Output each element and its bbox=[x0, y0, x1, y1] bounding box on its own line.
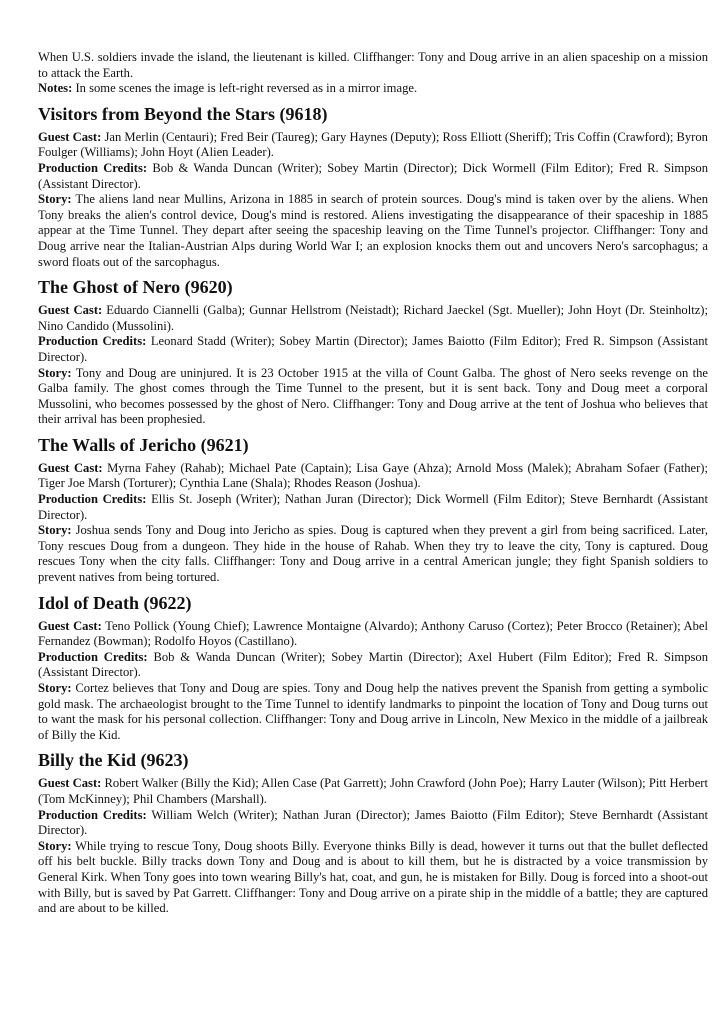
guest-cast: Guest Cast: Jan Merlin (Centauri); Fred Beir (Taureg); Gary Haynes (Deputy); Ross Elliott (Sheriff); Tris Coffin (Crawford); Byron Foulger (Williams); John Hoyt (Alien Leader). bbox=[38, 129, 708, 160]
story: Story: Cortez believes that Tony and Doug are spies. Tony and Doug help the natives prevent the Spanish from getting a symbolic gold mask. The archaeologist brought to the Time Tunnel to identify landmarks to pinpoint the location of Tony and Doug turns out to want the mask for his personal collection. Cliffhanger: Tony and Doug arrive in Lincoln, New Mexico in the middle of a jailbreak of Billy the Kid. bbox=[38, 681, 708, 742]
production-credits: Production Credits: Bob & Wanda Duncan (Writer); Sobey Martin (Director); Dick Wormell (Film Editor); Fred R. Simpson (Assistant Director). bbox=[38, 160, 708, 191]
notes-label: Notes: bbox=[38, 81, 73, 96]
episode-section bbox=[38, 749, 708, 916]
guest-cast: Guest Cast: Teno Pollick (Young Chief); Lawrence Montaigne (Alvardo); Anthony Caruso (Cortez); Peter Brocco (Retainer); Abel Fernandez (Bowman); Rodolfo Hoyos (Castillano). bbox=[38, 618, 708, 649]
notes-text: In some scenes the image is left-right reversed as in a mirror image. bbox=[75, 81, 418, 96]
intro-section bbox=[38, 50, 708, 97]
story: Story: The aliens land near Mullins, Arizona in 1885 in search of protein sources. Doug's mind is taken over by the aliens. When Tony breaks the alien's control device, Doug's mind is restored. Aliens investigating the disappearance of their spaceship in 1885 appear at the Time Tunnel. They depart after seeing the spaceship leaving on the Time Tunnel's projector. Cliffhanger: Tony and Doug arrive near the Italian-Austrian Alps during World War I; an explosion knocks them out and uncovers Nero's sarcophagus; a sword floats out of the sarcophagus. bbox=[38, 192, 709, 269]
production-credits: Production Credits: William Welch (Writer); Nathan Juran (Director); James Baiotto (Film Editor); Steve Bernhardt (Assistant Director). bbox=[38, 807, 708, 838]
guest-cast: Guest Cast: Eduardo Ciannelli (Galba); Gunnar Hellstrom (Neistadt); Richard Jaeckel (Sgt. Mueller); John Hoyt (Dr. Steinholtz); Nino Candido (Mussolini). bbox=[38, 303, 708, 333]
guest-cast: Guest Cast: Robert Walker (Billy the Kid); Allen Case (Pat Garrett); John Crawford (John Poe); Harry Lauter (Wilson); Pitt Herbert (Tom McKinney); Phil Chambers (Marshall). bbox=[38, 776, 708, 806]
episode-title: The Ghost of Nero (9620) bbox=[38, 277, 233, 298]
episode-section bbox=[38, 434, 708, 586]
production-credits: Production Credits: Leonard Stadd (Writer); Sobey Martin (Director); James Baiotto (Film Editor); Fred R. Simpson (Assistant Director). bbox=[38, 334, 708, 364]
episode-title: The Walls of Jericho (9621) bbox=[38, 434, 249, 455]
production-credits: Production Credits: Ellis St. Joseph (Writer); Nathan Juran (Director); Dick Wormell (Film Editor); Steve Bernhardt (Assistant Director). bbox=[38, 492, 708, 522]
episode-section bbox=[38, 592, 708, 744]
episode-title: Visitors from Beyond the Stars (9618) bbox=[38, 103, 328, 124]
intro-paragraph: When U.S. soldiers invade the island, the lieutenant is killed. Cliffhanger: Tony and Doug arrive in an alien spaceship on a mission to attack the Earth. bbox=[38, 50, 708, 80]
episode-section bbox=[38, 276, 708, 428]
story: Story: While trying to rescue Tony, Doug shoots Billy. Everyone thinks Billy is dead, however it turns out that the bullet deflected off his belt buckle. Billy tracks down Tony and Doug and is about to kill them, but he is distracted by a voice transmission by General Kirk. When Tony goes into town wearing Billy's hat, coat, and gun, he is mistaken for Billy. Doug is forced into a shoot-out with Billy, but is saved by Pat Garrett. Cliffhanger: Tony and Doug arrive on a pirate ship in the middle of a battle; they are captured and are about to be killed. bbox=[38, 838, 709, 916]
guest-cast: Guest Cast: Myrna Fahey (Rahab); Michael Pate (Captain); Lisa Gaye (Ahza); Arnold Moss (Malek); Abraham Sofaer (Father); Tiger Joe Marsh (Torturer); Cynthia Lane (Shala); Rhodes Reason (Joshua). bbox=[38, 460, 708, 491]
production-credits: Production Credits: Bob & Wanda Duncan (Writer); Sobey Martin (Director); Axel Hubert (Film Editor); Fred R. Simpson (Assistant Director). bbox=[38, 649, 708, 680]
story: Story: Tony and Doug are uninjured. It is 23 October 1915 at the villa of Count Galba. The ghost of Nero seeks revenge on the Galba family. The ghost comes through the Time Tunnel to the present, but it is sent back. Tony and Doug meet a corporal Mussolini, who becomes possessed by the ghost of Nero. Cliffhanger: Tony and Doug arrive at the tent of Joshua who believes that their arrival has been prophesied. bbox=[38, 365, 708, 427]
episode-title: Billy the Kid (9623) bbox=[38, 750, 189, 771]
episode-title: Idol of Death (9622) bbox=[38, 592, 192, 613]
notes-paragraph bbox=[38, 81, 708, 97]
episode-section bbox=[38, 103, 708, 270]
story: Story: Joshua sends Tony and Doug into Jericho as spies. Doug is captured when they prevent a girl from being sacrificed. Later, Tony rescues Doug from a dungeon. They hide in the house of Rahab. When they try to leave the city, Tony is captured. Doug rescues Tony when the city falls. Cliffhanger: Tony and Doug arrive in a central American jungle; they fight Spanish soldiers to prevent natives from being tortured. bbox=[38, 523, 709, 585]
